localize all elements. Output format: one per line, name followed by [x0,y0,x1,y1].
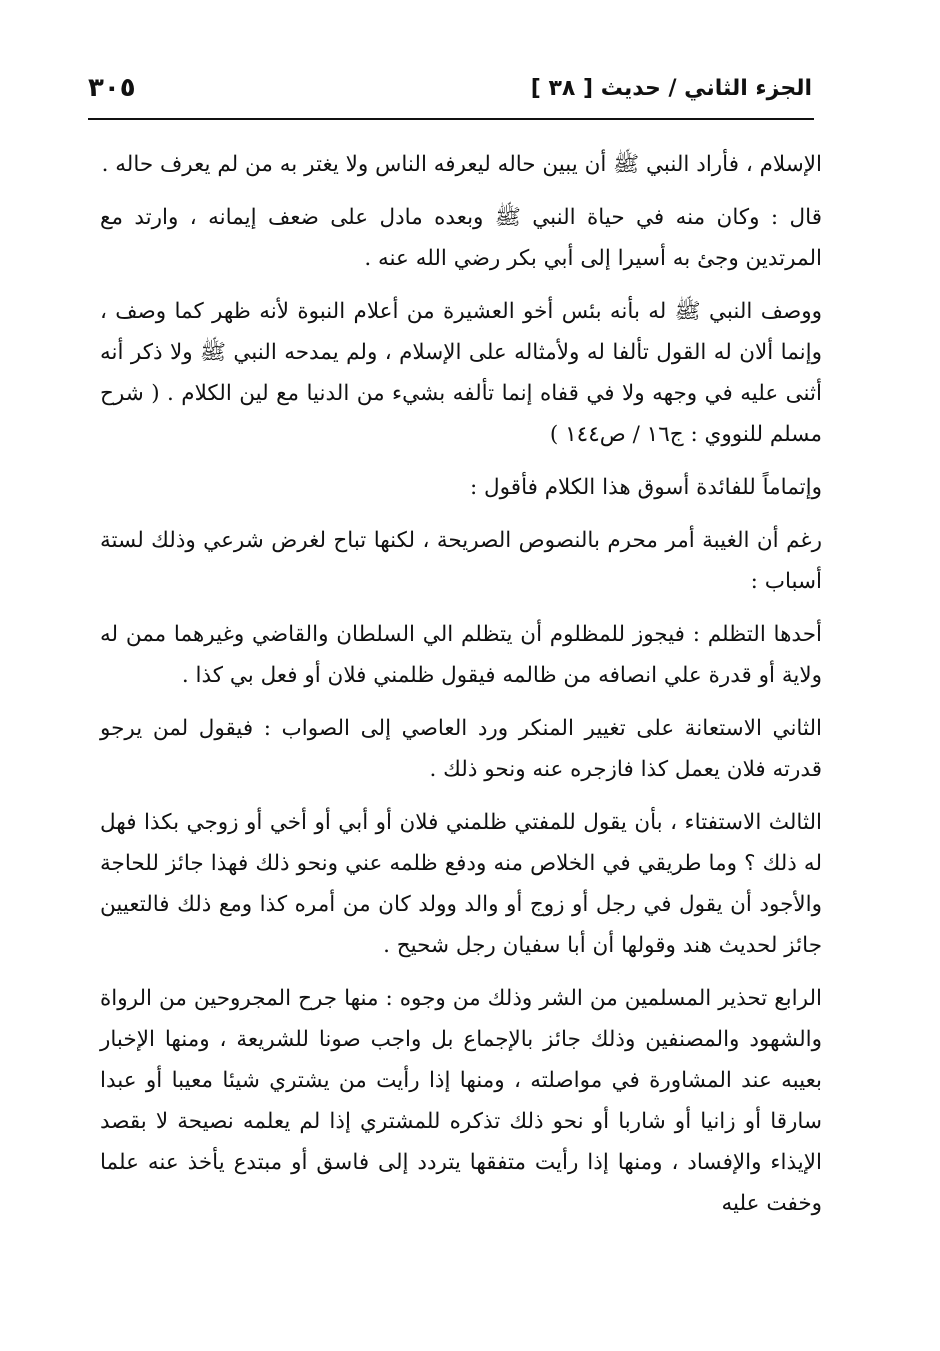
main-text [100,144,822,1236]
paragraph-qal: قال : وكان منه في حياة النبي ﷺ وبعده مادل على ضعف إيمانه ، وارتد مع المرتدين وجئ به أسيرا إلى أبي بكر رضي الله عنه . [100,205,822,271]
paragraph-intro: وإتماماً للفائدة أسوق هذا الكلام فأقول : [469,475,822,500]
page-number: ٣٠٥ [88,73,136,103]
paragraph-reason-4: الرابع تحذير المسلمين من الشر وذلك من وجوه : منها جرح المجروحين من الرواة والشهود والمصنفين وذلك جائز بالإجماع بل واجب صونا للشريعة ، ومنها الإخبار بعيبه عند المشاورة في مواصلته ، ومنها إذا رأيت من يشتري شيئا معيبا أو عبدا سارقا أو زانيا أو شاربا أو نحو ذلك تذكره للمشتري إذا لم يعلمه نصيحة لا بقصد الإيذاء والإفساد ، ومنها إذا رأيت متفقها يتردد إلى فاسق أو مبتدع يأخذ عنه علما وخفت عليه [100,986,822,1216]
page-header [88,70,812,116]
paragraph-reason-1: أحدها التظلم : فيجوز للمظلوم أن يتظلم الي السلطان والقاضي وغيرهما ممن له ولاية أو قدرة علي انصافه من ظالمه فيقول ظلمني فلان أو فعل بي كذا . [100,622,822,688]
paragraph-reason-2: الثاني الاستعانة على تغيير المنكر ورد العاصي إلى الصواب : فيقول لمن يرجو قدرته فلان يعمل كذا فازجره عنه ونحو ذلك . [100,716,822,782]
paragraph-continuation: الإسلام ، فأراد النبي ﷺ أن يبين حاله ليعرفه الناس ولا يغتر به من لم يعرف حاله . [101,152,822,177]
paragraph-description: ووصف النبي ﷺ له بأنه بئس أخو العشيرة من أعلام النبوة لأنه ظهر كما وصف ، وإنما ألان له القول تألفا له ولأمثاله على الإسلام ، ولم يمدحه النبي ﷺ ولا ذكر أنه أثنى عليه في وجهه ولا في قفاه إنما تألفه بشيء من الدنيا مع لين الكلام . ( شرح مسلم للنووي : ج١٦ / ص١٤٤ ) [100,299,822,447]
running-title: الجزء الثاني / حديث [ ٣٨ ] [530,76,812,101]
header-divider [88,118,814,120]
paragraph-ghiba: رغم أن الغيبة أمر محرم بالنصوص الصريحة ، لكنها تباح لغرض شرعي وذلك لستة أسباب : [100,528,822,594]
paragraph-reason-3: الثالث الاستفتاء ، بأن يقول للمفتي ظلمني فلان أو أبي أو أخي أو زوجي بكذا فهل له ذلك ؟ وما طريقي في الخلاص منه ودفع ظلمه عني ونحو ذلك فهذا جائز للحاجة والأجود أن يقول في رجل أو زوج أو والد وولد كان من أمره كذا ومع ذلك فالتعيين جائز لحديث هند وقولها أن أبا سفيان رجل شحيح . [100,810,822,958]
